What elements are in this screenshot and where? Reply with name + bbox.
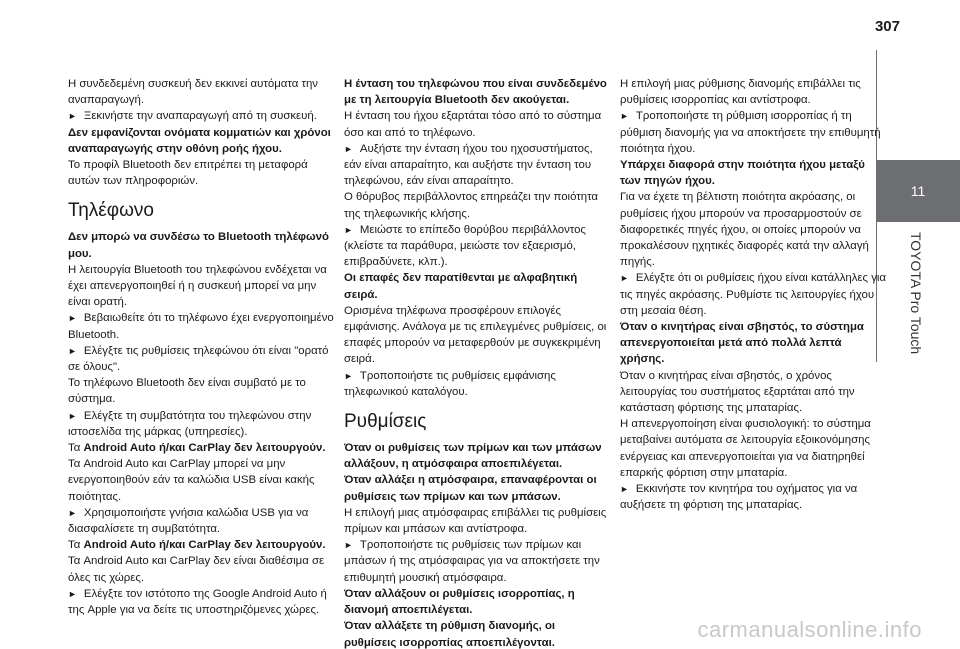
section-heading: Ρυθμίσεις — [344, 411, 427, 433]
section-heading: Τηλέφωνο — [68, 200, 154, 222]
body-paragraph: Το προφίλ Bluetooth δεν επιτρέπει τη μεταφορά αυτών των πληροφοριών. — [68, 159, 308, 188]
text-column-3 — [620, 76, 886, 513]
body-paragraph: Τα Android Auto και CarPlay δεν είναι διαθέσιμα σε όλες τις χώρες. — [68, 555, 325, 584]
body-paragraph: Η συνδεδεμένη συσκευή δεν εκκινεί αυτόματα την αναπαραγωγή. — [68, 78, 318, 107]
question-heading: Δεν εμφανίζονται ονόματα κομματιών και χρόνοι αναπαραγωγής στην οθόνη ροής ήχου. — [68, 126, 331, 155]
question-heading: Οι επαφές δεν παρατίθενται με αλφαβητική σειρά. — [344, 272, 578, 301]
chapter-number: 11 — [910, 183, 926, 199]
question-heading: Όταν αλλάξουν οι ρυθμίσεις ισορροπίας, η διανομή αποεπιλέγεται. — [344, 587, 575, 617]
bullet-item: ► Ελέγξτε τις ρυθμίσεις τηλεφώνου ότι είναι "ορατό σε όλους". — [68, 343, 334, 375]
watermark: carmanualsonline.info — [697, 617, 922, 642]
body-paragraph: Ο θόρυβος περιβάλλοντος επηρεάζει την ποιότητα της τηλεφωνικής κλήσης. — [344, 191, 599, 220]
body-paragraph: Για να έχετε τη βέλτιστη ποιότητα ακρόασης, οι ρυθμίσεις ήχου μπορούν να προσαρμοστούν σε διαφορετικές πηγές ήχου, οι οποίες μπορούν να προκαλέσουν ηχητικές διαφορές κατά την αλλαγή πηγής. — [620, 191, 869, 269]
heading-bold: Android Auto ή/και CarPlay δεν λειτουργούν. — [83, 442, 326, 455]
bullet-item: ► Τροποποιήστε τις ρυθμίσεις των πρίμων και μπάσων ή της ατμόσφαιρας για να αποκτήσετε την επιθυμητή μουσική ατμόσφαιρα. — [344, 537, 610, 586]
question-heading: Όταν οι ρυθμίσεις των πρίμων και των μπάσων αλλάξουν, η ατμόσφαιρα αποεπιλέγεται. — [344, 442, 602, 471]
bullet-item: ► Ξεκινήστε την αναπαραγωγή από τη συσκευή. — [68, 108, 334, 124]
bullet-item: ► Ελέγξτε τη συμβατότητα του τηλεφώνου στην ιστοσελίδα της μάρκας (υπηρεσίες). — [68, 408, 334, 440]
question-heading: Υπάρχει διαφορά στην ποιότητα ήχου μεταξύ των πηγών ήχου. — [620, 159, 865, 188]
page-number: 307 — [874, 18, 900, 35]
mixed-heading — [68, 537, 334, 553]
bullet-item: ► Τροποποιήστε τη ρύθμιση ισορροπίας ή τη ρύθμιση διανομής για να αποκτήσετε την επιθυμητή ποιότητα ήχου. — [620, 108, 886, 157]
bullet-item: ► Ελέγξτε ότι οι ρυθμίσεις ήχου είναι κατάλληλες για τις πηγές ακρόασης. Ρυθμίστε τις λειτουργίες ήχου στη μεσαία θέση. — [620, 270, 886, 319]
question-heading: Όταν αλλάξετε τη ρύθμιση διανομής, οι ρυθμίσεις ισορροπίας αποεπιλέγονται. — [344, 620, 556, 649]
question-heading: Η ένταση του τηλεφώνου που είναι συνδεδεμένο με τη λειτουργία Bluetooth δεν ακούγεται. — [344, 78, 607, 107]
body-paragraph: Η λειτουργία Bluetooth του τηλεφώνου ενδέχεται να έχει απενεργοποιηθεί ή η συσκευή μπορεί να μην είναι ορατή. — [68, 263, 327, 309]
body-paragraph: Η ένταση του ήχου εξαρτάται τόσο από το σύστημα όσο και από το τηλέφωνο. — [344, 110, 602, 139]
mixed-heading — [68, 440, 334, 456]
chapter-number-box — [876, 160, 960, 222]
body-paragraph: Τα Android Auto και CarPlay μπορεί να μην ενεργοποιηθούν εάν τα καλώδια USB είναι κακής ποιότητας. — [68, 458, 315, 503]
text-column-1 — [68, 76, 334, 618]
question-heading: Όταν αλλάξει η ατμόσφαιρα, επαναφέρονται οι ρυθμίσεις των πρίμων και των μπάσων. — [344, 474, 597, 503]
bullet-item: ► Μειώστε το επίπεδο θορύβου περιβάλλοντος (κλείστε τα παράθυρα, μειώστε τον εξαερισμό, επιβραδύνετε, κλπ.). — [344, 222, 610, 271]
heading-prefix: Τα — [68, 442, 84, 455]
chapter-tab — [876, 0, 960, 649]
question-heading: Δεν μπορώ να συνδέσω το Bluetooth τηλέφωνό μου. — [68, 231, 329, 260]
body-paragraph: Η επιλογή μιας ατμόσφαιρας επιβάλλει τις ρυθμίσεις πρίμων και μπάσων και αντίστροφα. — [344, 506, 607, 536]
heading-prefix: Τα — [68, 539, 84, 552]
bullet-item: ► Χρησιμοποιήστε γνήσια καλώδια USB για να διασφαλίσετε τη συμβατότητα. — [68, 505, 334, 537]
heading-bold: Android Auto ή/και CarPlay δεν λειτουργούν. — [83, 539, 326, 552]
bullet-item: ► Βεβαιωθείτε ότι το τηλέφωνο έχει ενεργοποιημένο Bluetooth. — [68, 310, 334, 342]
body-paragraph: Όταν ο κινητήρας είναι σβηστός, ο χρόνος λειτουργίας του συστήματος εξαρτάται από την κατάσταση φόρτισης της μπαταρίας. — [620, 369, 855, 415]
body-paragraph: Η επιλογή μιας ρύθμισης διανομής επιβάλλει τις ρυθμίσεις ισορροπίας και αντίστροφα. — [620, 78, 861, 107]
bullet-item: ► Τροποποιήστε τις ρυθμίσεις εμφάνισης τηλεφωνικού καταλόγου. — [344, 368, 610, 400]
body-paragraph: Η απενεργοποίηση είναι φυσιολογική: το σύστημα μεταβαίνει αυτόματα σε λειτουργία εξοικονόμησης ενέργειας και απενεργοποιείται για να διατηρηθεί επαρκής φόρτιση στην μπαταρία. — [620, 418, 871, 479]
body-paragraph: Ορισμένα τηλέφωνα προσφέρουν επιλογές εμφάνισης. Ανάλογα με τις επιλεγμένες ρυθμίσεις, οι επαφές μπορούν να μεταφερθούν με συγκεκριμένη σειρά. — [344, 304, 607, 366]
bullet-item: ► Ελέγξτε τον ιστότοπο της Google Android Auto ή της Apple για να δείτε τις υποστηριζόμενες χώρες. — [68, 586, 334, 618]
text-column-2 — [344, 76, 610, 649]
bullet-item: ► Αυξήστε την ένταση ήχου του ηχοσυστήματος, εάν είναι απαραίτητο, και αυξήστε την ένταση του τηλεφώνου, εάν είναι απαραίτητο. — [344, 141, 610, 190]
question-heading: Όταν ο κινητήρας είναι σβηστός, το σύστημα απενεργοποιείται μετά από πολλά λεπτά χρήσης. — [620, 321, 864, 366]
chapter-title: TOYOTA Pro Touch — [908, 232, 924, 355]
bullet-item: ► Εκκινήστε τον κινητήρα του οχήματος για να αυξήσετε τη φόρτιση της μπαταρίας. — [620, 481, 886, 513]
body-paragraph: Το τηλέφωνο Bluetooth δεν είναι συμβατό με το σύστημα. — [68, 377, 306, 406]
